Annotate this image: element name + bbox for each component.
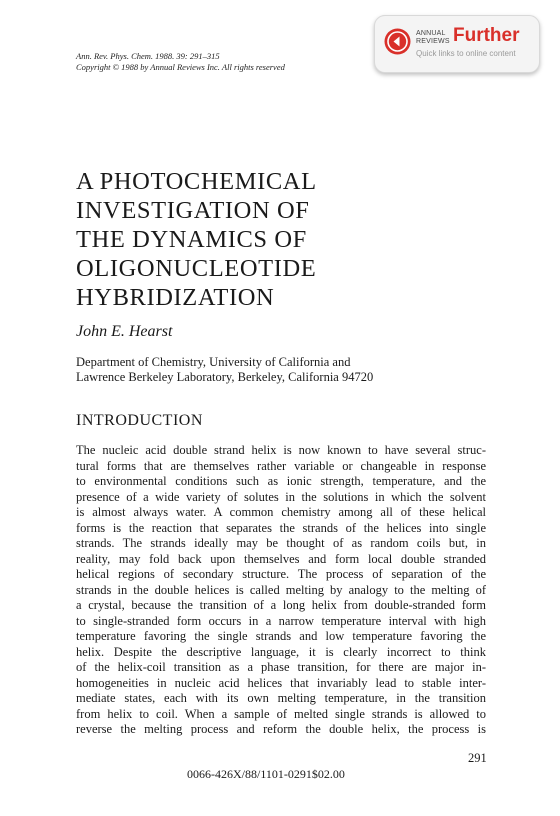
- wordmark-annual: ANNUAL: [416, 30, 446, 37]
- body-line: reality, may fold back upon themselves and form local double stranded: [76, 551, 486, 566]
- body-line: is almost always water. A common chemistry among all of these helical: [76, 505, 486, 519]
- body-line: from helix to coil. When a sample of melted single strands is allowed to: [76, 706, 486, 721]
- body-line: helix. Despite the descriptive language, it is clearly incorrect to think: [76, 644, 486, 659]
- body-line: strands. The strands ideally may be thought of as random coils but, in: [76, 536, 486, 550]
- body-line: presence of a wide variety of solutes in the solutions in which the solvent: [76, 489, 486, 504]
- title-line: OLIGONUCLEOTIDE: [76, 255, 317, 282]
- title-line: THE DYNAMICS OF: [76, 226, 307, 253]
- body-line: a crystal, because the transition of a long helix from double-stranded form: [76, 598, 486, 612]
- citation-copyright-line: Copyright © 1988 by Annual Reviews Inc. All rights reserved: [76, 62, 285, 72]
- wordmark-reviews: REVIEWS: [416, 37, 450, 45]
- body-line: helical regions of secondary structure. The process of separation of the: [76, 567, 486, 581]
- body-line: temperature favoring the single strands and low temperature favoring the: [76, 629, 486, 643]
- citation-journal-line: Ann. Rev. Phys. Chem. 1988. 39: 291–315: [76, 51, 220, 61]
- section-heading: INTRODUCTION: [76, 412, 203, 429]
- body-line: homogeneities in nucleic acid helices that invariably lead to stable inter-: [76, 675, 486, 690]
- article-code: 0066-426X/88/1101-0291$02.00: [187, 767, 345, 781]
- affiliation-line: Department of Chemistry, University of California and: [76, 355, 351, 369]
- body-line: forms is the reaction that separates the strands of the helices into single: [76, 520, 486, 535]
- further-tagline: Quick links to online content: [416, 49, 516, 58]
- further-quick-links-badge[interactable]: [374, 15, 540, 73]
- body-paragraph: [76, 443, 486, 738]
- title-line: INVESTIGATION OF: [76, 197, 310, 224]
- body-line: to environmental conditions such as ionic strength, temperature, and the: [76, 474, 486, 488]
- article-title: [76, 167, 317, 312]
- author-affiliation: [76, 355, 373, 385]
- affiliation-line: Lawrence Berkeley Laboratory, Berkeley, California 94720: [76, 370, 374, 384]
- author-name: John E. Hearst: [76, 323, 173, 340]
- title-line: A PHOTOCHEMICAL: [76, 168, 317, 195]
- body-line: mediate states, each with its own melting temperature, in the transition: [76, 691, 486, 705]
- annual-reviews-logo-icon: [384, 28, 411, 55]
- body-line: tural forms that are themselves rather variable or changeable in response: [76, 458, 486, 473]
- body-line: strands in the double helices is called melting by analogy to the melting of: [76, 582, 486, 597]
- further-label: Further: [453, 25, 520, 46]
- journal-citation: [76, 51, 285, 73]
- body-line: reverse the melting process and reform the double helix, the process is: [76, 722, 486, 736]
- annual-reviews-wordmark: [416, 30, 450, 45]
- title-line: HYBRIDIZATION: [76, 284, 275, 311]
- body-line: of the helix-coil transition as a phase transition, for there are major in-: [76, 660, 486, 674]
- body-line: The nucleic acid double strand helix is now known to have several struc-: [76, 443, 486, 457]
- page-number: 291: [468, 751, 487, 765]
- body-line: to single-stranded form occurs in a narrow temperature interval with high: [76, 613, 486, 628]
